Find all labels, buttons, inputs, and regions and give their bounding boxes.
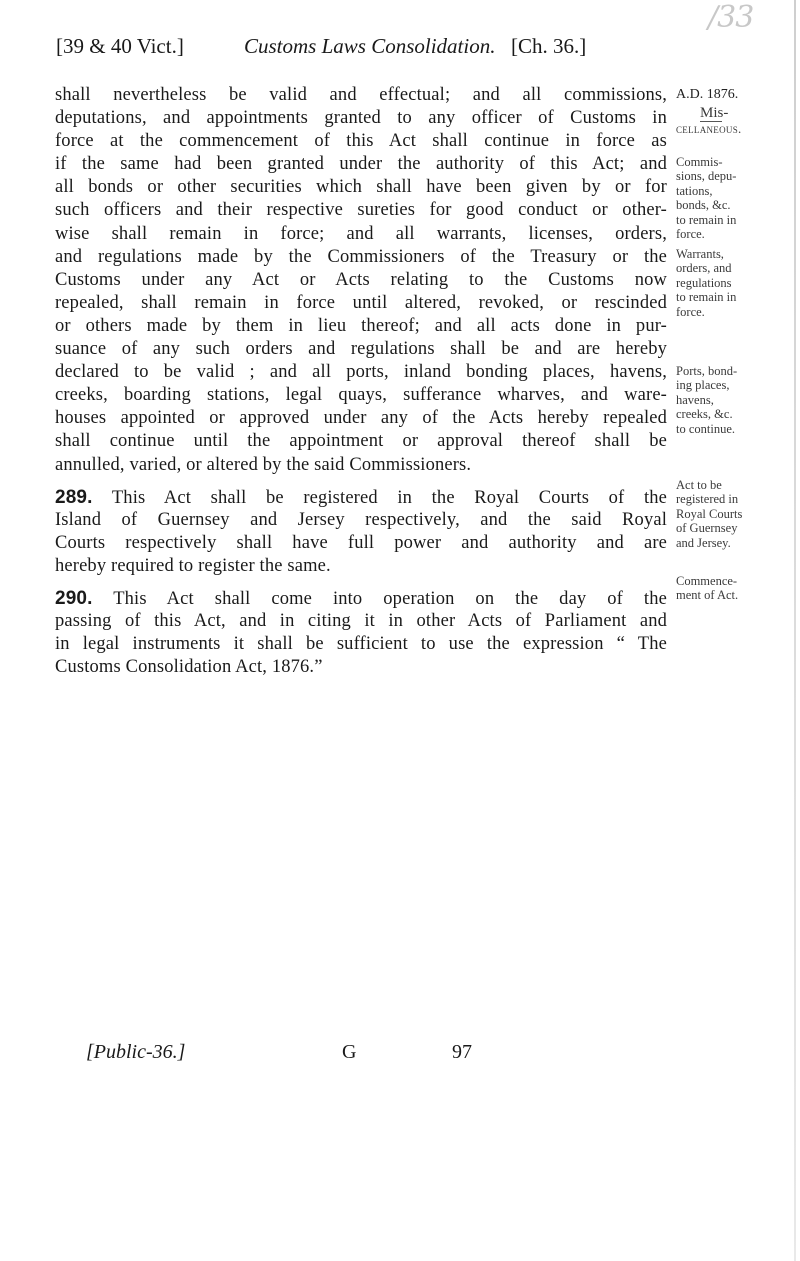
text-line: deputations, and appointments granted to any officer of Customs in [55, 108, 667, 129]
text-line: suance of any such orders and regulations shall be and are hereby [55, 339, 667, 360]
text-line: repealed, shall remain in force until altered, revoked, or rescinded [55, 292, 667, 313]
text-line: such officers and their respective sureties for good conduct or other- [55, 200, 667, 221]
text-line: Customs under any Act or Acts relating to the Customs now [55, 269, 667, 290]
text-line: all bonds or other securities which shall have been given by or for [55, 177, 667, 198]
text-line: shall continue until the appointment or approval thereof shall be [55, 431, 667, 452]
header-reign: [39 & 40 Vict.] [56, 34, 184, 58]
header-chapter: [Ch. 36.] [511, 34, 587, 58]
footer-page-number: 97 [452, 1041, 472, 1063]
text-line: This Act shall be registered in the Royal Courts of the [111, 487, 667, 508]
header-title: Customs Laws Consolidation. [244, 34, 496, 58]
body-text [55, 84, 667, 679]
margin-note-commencement: Commence- ment of Act. [676, 574, 739, 603]
text-line: force at the commencement of this Act shall continue in force as [55, 131, 667, 152]
text-line: Courts respectively shall have full power and authority and are [55, 532, 667, 553]
margin-note-ports: Ports, bond- ing places, havens, creeks, &c. to continue. [676, 364, 738, 436]
text-line: if the same had been granted under the authority of this Act; and [55, 154, 667, 175]
text-line: houses appointed or approved under any of the Acts hereby repealed [55, 408, 667, 429]
text-line: shall nevertheless be valid and effectual; and all commissions, [55, 85, 667, 105]
text-line: declared to be valid ; and all ports, inland bonding places, havens, [55, 362, 667, 383]
text-line: annulled, varied, or altered by the said Commissioners. [55, 454, 472, 475]
margin-note-miscellaneous: Mis- cellaneous. [676, 105, 742, 137]
text-line: Customs Consolidation Act, 1876.” [55, 657, 323, 678]
text-line: creeks, boarding stations, legal quays, sufferance wharves, and ware- [55, 385, 667, 406]
page-edge [794, 0, 796, 1261]
section-290-first-line [55, 587, 667, 610]
text-line: or others made by them in lieu thereof; and all acts done in pur- [55, 315, 667, 336]
footer-act-reference: [Public-36.] [86, 1041, 186, 1063]
footer-signature-mark: G [342, 1041, 357, 1063]
margin-note-commissions: Commis- sions, depu- tations, bonds, &c. to remain in force. [676, 155, 737, 242]
margin-note-registered: Act to be registered in Royal Courts of Guernsey and Jersey. [676, 478, 743, 550]
section-number: 289. [55, 486, 93, 508]
text-line: Island of Guernsey and Jersey respectively, and the said Royal [55, 509, 667, 530]
text-line: in legal instruments it shall be sufficient to use the expression “ The [55, 634, 667, 655]
handwritten-folio-mark: /33 [708, 0, 754, 35]
section-number: 290. [55, 587, 93, 609]
margin-note-warrants: Warrants, orders, and regulations to remain in force. [676, 247, 737, 319]
text-line: passing of this Act, and in citing it in other Acts of Parliament and [55, 611, 667, 632]
margin-note-year: A.D. 1876. [676, 87, 739, 102]
text-line: This Act shall come into operation on the day of the [113, 588, 667, 609]
text-line: and regulations made by the Commissioners of the Treasury or the [55, 246, 667, 267]
section-289-first-line [55, 486, 667, 509]
text-line: hereby required to register the same. [55, 555, 331, 576]
text-line: wise shall remain in force; and all warrants, licenses, orders, [55, 223, 667, 244]
